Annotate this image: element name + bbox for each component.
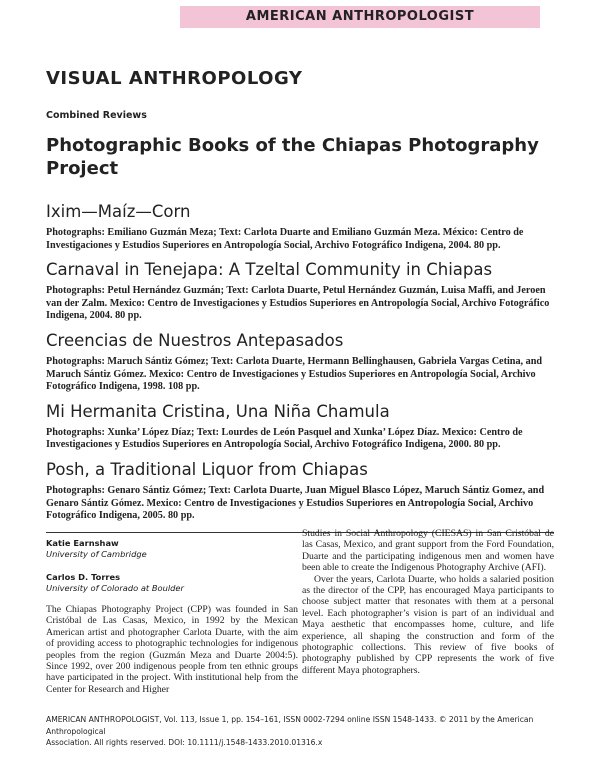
footer-rights: Association. All rights reserved. DOI: 10.1111/j.1548-1433.2010.01316.x <box>46 738 323 747</box>
journal-banner-text: AMERICAN ANTHROPOLOGIST <box>245 9 475 24</box>
book-credits: Photographs: Petul Hernández Guzmán; Text: Carlota Duarte, Petul Hernández Guzmán, Luisa Maffi, and Jeroen van der Zalm. Mexico: Centro de Investigaciones y Estudios Superiores en Antropología Social, Archivo Fotográfico Indigena, 2004. 80 pp. <box>46 285 550 322</box>
book-title: Carnaval in Tenejapa: A Tzeltal Community in Chiapas <box>46 260 493 280</box>
book-entry <box>46 460 556 523</box>
reviewer-name: Carlos D. Torres <box>46 572 121 582</box>
book-credits: Photographs: Xunka’ López Díaz; Text: Lourdes de León Pasquel and Xunka’ López Díaz. Mexico: Centro de Investigaciones y Estudios Superiores en Antropología Social, Archivo Fotográfico Indigena, 2000. 80 pp. <box>46 426 523 451</box>
body-paragraph-continued: Studies in Social Anthropology (CIESAS) in San Cristóbal de las Casas, Mexico, and grant support from the Ford Foundation, Duarte and the participating indigenous men and women have been able to create the Indigenous Photography Archive (AFI). <box>302 528 554 574</box>
book-title: Mi Hermanita Cristina, Una Niña Chamula <box>46 401 390 421</box>
body-column-left <box>46 604 298 695</box>
body-column-right <box>302 528 554 676</box>
body-paragraph: Over the years, Carlota Duarte, who holds a salaried position as the director of the CPP, has encouraged Maya participants to choose subject matter that resonates with them at a personal level. Each photographer’s vision is part of an individual and Maya aesthetic that encompasses home, culture, and life experience, all shaping the construction and form of the photographic collections. This review of five books of photography published by CPP represents the work of five different Maya photographers. <box>302 573 554 676</box>
page-footer <box>46 714 558 749</box>
footer-citation: AMERICAN ANTHROPOLOGIST, Vol. 113, Issue 1, pp. 154–161, ISSN 0002-7294 online ISSN 1548-1433. © 2011 by the American Anthropological <box>46 715 534 736</box>
reviewer <box>46 538 286 560</box>
reviewer-name: Katie Earnshaw <box>46 538 119 548</box>
section-title: VISUAL ANTHROPOLOGY <box>46 68 303 89</box>
book-entry <box>46 402 556 452</box>
book-title: Posh, a Traditional Liquor from Chiapas <box>46 459 368 479</box>
journal-banner <box>180 6 540 28</box>
book-credits: Photographs: Maruch Sántiz Gómez; Text: Carlota Duarte, Hermann Bellinghausen, Gabriela Vargas Cetina, and Maruch Sántiz Gómez. Mexico: Centro de Investigaciones y Estudios Superiores en Antropología Social, Archivo Fotográfico Indigena, 1998. 108 pp. <box>46 355 543 393</box>
book-list <box>46 202 556 531</box>
body-paragraph: The Chiapas Photography Project (CPP) was founded in San Cristóbal de Las Casas, Mexico, in 1992 by the Mexican American artist and photographer Carlota Duarte, with the aim of providing access to photographic technologies for indigenous peoples from the region (Guzmán Meza and Duarte 2004:5). Since 1992, over 200 indigenous people from ten ethnic groups have participated in the project. With institutional help from the Center for Research and Higher <box>46 604 298 695</box>
reviewer-list <box>46 538 286 606</box>
reviewer <box>46 572 286 594</box>
book-entry <box>46 260 556 323</box>
book-entry <box>46 202 556 252</box>
reviewer-affiliation: University of Colorado at Boulder <box>46 583 184 593</box>
book-entry <box>46 331 556 394</box>
book-title: Ixim—Maíz—Corn <box>46 202 191 221</box>
book-credits: Photographs: Genaro Sántiz Gómez; Text: Carlota Duarte, Juan Miguel Blasco López, Maruch Sántiz Gomez, and Genaro Sántiz Gómez. Mexico: Centro de Investigaciones y Estudios Superiores en Antropología Social, Archivo Fotográfico Indigena, 2005. 80 pp. <box>46 484 545 522</box>
reviewer-affiliation: University of Cambridge <box>46 549 147 559</box>
book-credits: Photographs: Emiliano Guzmán Meza; Text: Carlota Duarte and Emiliano Guzmán Meza. México: Centro de Investigaciones y Estudios Superiores en Antropología Social, Archivo Fotográfico Indigena, 2004. 80 pp. <box>46 227 524 251</box>
review-kicker: Combined Reviews <box>46 110 147 121</box>
review-title: Photographic Books of the Chiapas Photography Project <box>46 135 539 179</box>
book-title: Creencias de Nuestros Antepasados <box>46 330 344 350</box>
